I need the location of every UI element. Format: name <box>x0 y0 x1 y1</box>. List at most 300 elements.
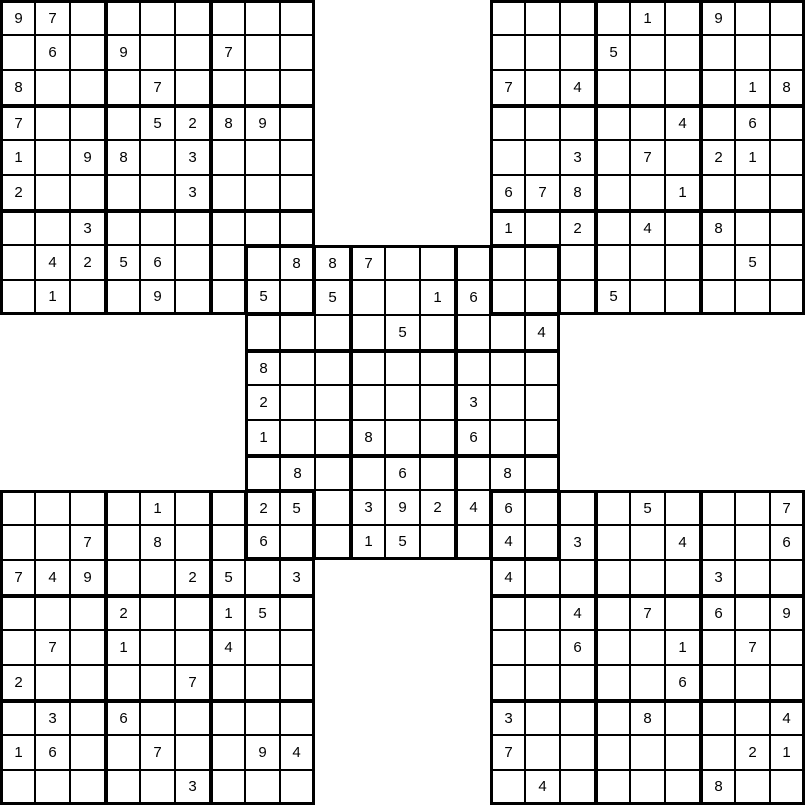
sudoku-cell[interactable] <box>490 595 525 630</box>
sudoku-cell[interactable] <box>35 175 70 210</box>
sudoku-cell[interactable] <box>525 105 560 140</box>
sudoku-cell[interactable] <box>700 630 735 665</box>
sudoku-cell[interactable] <box>525 35 560 70</box>
sudoku-cell[interactable] <box>385 245 420 280</box>
sudoku-cell[interactable] <box>420 280 455 315</box>
sudoku-cell[interactable] <box>245 175 280 210</box>
sudoku-cell[interactable] <box>630 105 665 140</box>
sudoku-cell[interactable] <box>735 280 770 315</box>
sudoku-cell[interactable] <box>70 210 105 245</box>
sudoku-cell[interactable] <box>735 665 770 700</box>
sudoku-cell[interactable] <box>0 210 35 245</box>
sudoku-cell[interactable] <box>140 770 175 805</box>
sudoku-cell[interactable] <box>700 595 735 630</box>
sudoku-cell[interactable] <box>0 245 35 280</box>
sudoku-cell[interactable] <box>245 560 280 595</box>
sudoku-cell[interactable] <box>770 595 805 630</box>
sudoku-cell[interactable] <box>455 490 490 525</box>
sudoku-cell[interactable] <box>490 245 525 280</box>
sudoku-cell[interactable] <box>280 490 315 525</box>
sudoku-cell[interactable] <box>0 175 35 210</box>
sudoku-cell[interactable] <box>245 420 280 455</box>
sudoku-cell[interactable] <box>525 0 560 35</box>
sudoku-cell[interactable] <box>525 490 560 525</box>
sudoku-cell[interactable] <box>490 490 525 525</box>
sudoku-cell[interactable] <box>700 280 735 315</box>
sudoku-cell[interactable] <box>210 280 245 315</box>
sudoku-cell[interactable] <box>245 280 280 315</box>
sudoku-cell[interactable] <box>770 0 805 35</box>
sudoku-cell[interactable] <box>280 700 315 735</box>
sudoku-cell[interactable] <box>700 525 735 560</box>
sudoku-cell[interactable] <box>280 525 315 560</box>
sudoku-cell[interactable] <box>595 105 630 140</box>
sudoku-cell[interactable] <box>280 350 315 385</box>
sudoku-cell[interactable] <box>175 770 210 805</box>
sudoku-cell[interactable] <box>70 175 105 210</box>
sudoku-cell[interactable] <box>455 525 490 560</box>
sudoku-cell[interactable] <box>560 70 595 105</box>
sudoku-cell[interactable] <box>420 245 455 280</box>
sudoku-cell[interactable] <box>175 595 210 630</box>
sudoku-cell[interactable] <box>560 735 595 770</box>
sudoku-cell[interactable] <box>210 525 245 560</box>
sudoku-cell[interactable] <box>175 490 210 525</box>
sudoku-cell[interactable] <box>35 665 70 700</box>
sudoku-cell[interactable] <box>210 0 245 35</box>
sudoku-cell[interactable] <box>0 595 35 630</box>
sudoku-cell[interactable] <box>700 245 735 280</box>
sudoku-cell[interactable] <box>770 105 805 140</box>
sudoku-cell[interactable] <box>525 770 560 805</box>
sudoku-cell[interactable] <box>630 665 665 700</box>
sudoku-cell[interactable] <box>210 140 245 175</box>
sudoku-cell[interactable] <box>175 665 210 700</box>
sudoku-cell[interactable] <box>560 210 595 245</box>
sudoku-cell[interactable] <box>105 35 140 70</box>
sudoku-cell[interactable] <box>770 770 805 805</box>
sudoku-cell[interactable] <box>35 735 70 770</box>
sudoku-cell[interactable] <box>175 280 210 315</box>
sudoku-cell[interactable] <box>105 105 140 140</box>
sudoku-cell[interactable] <box>525 175 560 210</box>
sudoku-cell[interactable] <box>630 35 665 70</box>
sudoku-cell[interactable] <box>770 140 805 175</box>
sudoku-cell[interactable] <box>210 70 245 105</box>
sudoku-cell[interactable] <box>770 700 805 735</box>
sudoku-cell[interactable] <box>350 245 385 280</box>
sudoku-cell[interactable] <box>210 595 245 630</box>
sudoku-cell[interactable] <box>210 175 245 210</box>
sudoku-cell[interactable] <box>525 560 560 595</box>
sudoku-cell[interactable] <box>105 595 140 630</box>
sudoku-cell[interactable] <box>665 210 700 245</box>
sudoku-cell[interactable] <box>280 210 315 245</box>
sudoku-cell[interactable] <box>490 315 525 350</box>
sudoku-cell[interactable] <box>700 665 735 700</box>
sudoku-cell[interactable] <box>665 700 700 735</box>
sudoku-cell[interactable] <box>770 665 805 700</box>
sudoku-cell[interactable] <box>560 140 595 175</box>
sudoku-cell[interactable] <box>560 595 595 630</box>
sudoku-cell[interactable] <box>140 595 175 630</box>
sudoku-cell[interactable] <box>245 210 280 245</box>
sudoku-cell[interactable] <box>245 105 280 140</box>
sudoku-cell[interactable] <box>665 245 700 280</box>
sudoku-cell[interactable] <box>245 0 280 35</box>
sudoku-cell[interactable] <box>595 735 630 770</box>
sudoku-cell[interactable] <box>525 385 560 420</box>
sudoku-cell[interactable] <box>280 770 315 805</box>
sudoku-cell[interactable] <box>770 175 805 210</box>
sudoku-cell[interactable] <box>735 245 770 280</box>
sudoku-cell[interactable] <box>280 560 315 595</box>
sudoku-cell[interactable] <box>490 0 525 35</box>
sudoku-cell[interactable] <box>105 525 140 560</box>
sudoku-cell[interactable] <box>0 560 35 595</box>
sudoku-cell[interactable] <box>595 560 630 595</box>
sudoku-cell[interactable] <box>315 385 350 420</box>
sudoku-cell[interactable] <box>525 210 560 245</box>
sudoku-cell[interactable] <box>245 245 280 280</box>
sudoku-cell[interactable] <box>350 385 385 420</box>
sudoku-cell[interactable] <box>630 525 665 560</box>
sudoku-cell[interactable] <box>105 735 140 770</box>
sudoku-cell[interactable] <box>630 700 665 735</box>
sudoku-cell[interactable] <box>280 280 315 315</box>
sudoku-cell[interactable] <box>735 490 770 525</box>
sudoku-cell[interactable] <box>735 105 770 140</box>
sudoku-cell[interactable] <box>455 385 490 420</box>
sudoku-cell[interactable] <box>420 385 455 420</box>
sudoku-cell[interactable] <box>105 630 140 665</box>
sudoku-cell[interactable] <box>35 210 70 245</box>
sudoku-cell[interactable] <box>315 315 350 350</box>
sudoku-cell[interactable] <box>735 700 770 735</box>
sudoku-cell[interactable] <box>770 210 805 245</box>
sudoku-cell[interactable] <box>210 665 245 700</box>
sudoku-cell[interactable] <box>700 770 735 805</box>
sudoku-cell[interactable] <box>630 175 665 210</box>
sudoku-cell[interactable] <box>70 770 105 805</box>
sudoku-cell[interactable] <box>630 280 665 315</box>
sudoku-cell[interactable] <box>350 315 385 350</box>
sudoku-cell[interactable] <box>175 210 210 245</box>
sudoku-cell[interactable] <box>0 630 35 665</box>
sudoku-cell[interactable] <box>105 490 140 525</box>
sudoku-cell[interactable] <box>245 315 280 350</box>
sudoku-cell[interactable] <box>595 525 630 560</box>
sudoku-cell[interactable] <box>280 0 315 35</box>
sudoku-cell[interactable] <box>35 700 70 735</box>
sudoku-cell[interactable] <box>630 490 665 525</box>
sudoku-cell[interactable] <box>525 700 560 735</box>
sudoku-cell[interactable] <box>525 140 560 175</box>
sudoku-cell[interactable] <box>490 560 525 595</box>
sudoku-cell[interactable] <box>665 140 700 175</box>
sudoku-cell[interactable] <box>525 420 560 455</box>
sudoku-cell[interactable] <box>280 35 315 70</box>
sudoku-cell[interactable] <box>525 245 560 280</box>
sudoku-cell[interactable] <box>770 735 805 770</box>
sudoku-cell[interactable] <box>665 560 700 595</box>
sudoku-cell[interactable] <box>665 665 700 700</box>
sudoku-cell[interactable] <box>70 735 105 770</box>
sudoku-cell[interactable] <box>280 455 315 490</box>
sudoku-cell[interactable] <box>210 770 245 805</box>
sudoku-cell[interactable] <box>595 0 630 35</box>
sudoku-cell[interactable] <box>245 525 280 560</box>
sudoku-cell[interactable] <box>770 35 805 70</box>
sudoku-cell[interactable] <box>70 105 105 140</box>
sudoku-cell[interactable] <box>735 630 770 665</box>
sudoku-cell[interactable] <box>490 70 525 105</box>
sudoku-cell[interactable] <box>70 630 105 665</box>
sudoku-cell[interactable] <box>560 105 595 140</box>
sudoku-cell[interactable] <box>665 490 700 525</box>
sudoku-cell[interactable] <box>315 420 350 455</box>
sudoku-cell[interactable] <box>560 700 595 735</box>
sudoku-cell[interactable] <box>735 140 770 175</box>
sudoku-cell[interactable] <box>315 280 350 315</box>
sudoku-cell[interactable] <box>490 770 525 805</box>
sudoku-cell[interactable] <box>700 490 735 525</box>
sudoku-cell[interactable] <box>245 595 280 630</box>
sudoku-cell[interactable] <box>280 630 315 665</box>
sudoku-cell[interactable] <box>210 105 245 140</box>
sudoku-cell[interactable] <box>140 105 175 140</box>
sudoku-cell[interactable] <box>175 140 210 175</box>
sudoku-cell[interactable] <box>525 280 560 315</box>
sudoku-cell[interactable] <box>245 70 280 105</box>
sudoku-cell[interactable] <box>560 770 595 805</box>
sudoku-cell[interactable] <box>315 245 350 280</box>
sudoku-cell[interactable] <box>350 490 385 525</box>
sudoku-cell[interactable] <box>140 210 175 245</box>
sudoku-cell[interactable] <box>105 140 140 175</box>
sudoku-cell[interactable] <box>630 770 665 805</box>
sudoku-cell[interactable] <box>175 0 210 35</box>
sudoku-cell[interactable] <box>175 35 210 70</box>
sudoku-cell[interactable] <box>70 70 105 105</box>
sudoku-cell[interactable] <box>595 35 630 70</box>
sudoku-cell[interactable] <box>595 70 630 105</box>
sudoku-cell[interactable] <box>665 525 700 560</box>
sudoku-cell[interactable] <box>630 0 665 35</box>
sudoku-cell[interactable] <box>280 105 315 140</box>
sudoku-cell[interactable] <box>490 175 525 210</box>
sudoku-cell[interactable] <box>280 70 315 105</box>
sudoku-cell[interactable] <box>560 525 595 560</box>
sudoku-cell[interactable] <box>525 630 560 665</box>
sudoku-cell[interactable] <box>35 595 70 630</box>
sudoku-cell[interactable] <box>770 630 805 665</box>
sudoku-cell[interactable] <box>700 105 735 140</box>
sudoku-cell[interactable] <box>490 350 525 385</box>
sudoku-cell[interactable] <box>70 280 105 315</box>
sudoku-cell[interactable] <box>105 0 140 35</box>
sudoku-cell[interactable] <box>735 175 770 210</box>
sudoku-cell[interactable] <box>280 665 315 700</box>
sudoku-cell[interactable] <box>245 665 280 700</box>
sudoku-cell[interactable] <box>385 280 420 315</box>
sudoku-cell[interactable] <box>140 140 175 175</box>
sudoku-cell[interactable] <box>560 0 595 35</box>
sudoku-cell[interactable] <box>770 70 805 105</box>
sudoku-cell[interactable] <box>665 35 700 70</box>
sudoku-cell[interactable] <box>0 70 35 105</box>
sudoku-cell[interactable] <box>735 770 770 805</box>
sudoku-cell[interactable] <box>490 665 525 700</box>
sudoku-cell[interactable] <box>700 735 735 770</box>
sudoku-cell[interactable] <box>455 315 490 350</box>
sudoku-cell[interactable] <box>700 35 735 70</box>
sudoku-cell[interactable] <box>140 735 175 770</box>
sudoku-cell[interactable] <box>490 35 525 70</box>
sudoku-cell[interactable] <box>560 560 595 595</box>
sudoku-cell[interactable] <box>630 140 665 175</box>
sudoku-cell[interactable] <box>700 140 735 175</box>
sudoku-cell[interactable] <box>770 560 805 595</box>
sudoku-cell[interactable] <box>175 560 210 595</box>
sudoku-cell[interactable] <box>385 525 420 560</box>
sudoku-cell[interactable] <box>665 770 700 805</box>
sudoku-cell[interactable] <box>245 770 280 805</box>
sudoku-cell[interactable] <box>0 105 35 140</box>
sudoku-cell[interactable] <box>0 490 35 525</box>
sudoku-cell[interactable] <box>35 70 70 105</box>
sudoku-cell[interactable] <box>0 665 35 700</box>
sudoku-cell[interactable] <box>140 525 175 560</box>
sudoku-cell[interactable] <box>525 525 560 560</box>
sudoku-cell[interactable] <box>665 0 700 35</box>
sudoku-cell[interactable] <box>0 280 35 315</box>
sudoku-cell[interactable] <box>560 665 595 700</box>
sudoku-cell[interactable] <box>455 455 490 490</box>
sudoku-cell[interactable] <box>140 490 175 525</box>
sudoku-cell[interactable] <box>490 140 525 175</box>
sudoku-cell[interactable] <box>455 280 490 315</box>
sudoku-cell[interactable] <box>665 630 700 665</box>
sudoku-cell[interactable] <box>280 140 315 175</box>
sudoku-cell[interactable] <box>105 770 140 805</box>
sudoku-cell[interactable] <box>70 665 105 700</box>
sudoku-cell[interactable] <box>595 770 630 805</box>
sudoku-cell[interactable] <box>35 0 70 35</box>
sudoku-cell[interactable] <box>35 770 70 805</box>
sudoku-cell[interactable] <box>175 700 210 735</box>
sudoku-cell[interactable] <box>105 700 140 735</box>
sudoku-cell[interactable] <box>35 140 70 175</box>
sudoku-cell[interactable] <box>595 665 630 700</box>
sudoku-cell[interactable] <box>0 735 35 770</box>
sudoku-cell[interactable] <box>385 385 420 420</box>
sudoku-cell[interactable] <box>735 560 770 595</box>
sudoku-cell[interactable] <box>210 245 245 280</box>
sudoku-cell[interactable] <box>245 490 280 525</box>
sudoku-cell[interactable] <box>245 735 280 770</box>
sudoku-cell[interactable] <box>700 175 735 210</box>
sudoku-cell[interactable] <box>700 0 735 35</box>
sudoku-cell[interactable] <box>280 175 315 210</box>
sudoku-cell[interactable] <box>665 105 700 140</box>
sudoku-cell[interactable] <box>700 210 735 245</box>
sudoku-cell[interactable] <box>630 210 665 245</box>
sudoku-cell[interactable] <box>70 525 105 560</box>
sudoku-cell[interactable] <box>350 455 385 490</box>
sudoku-cell[interactable] <box>0 0 35 35</box>
sudoku-cell[interactable] <box>105 280 140 315</box>
sudoku-cell[interactable] <box>245 350 280 385</box>
sudoku-cell[interactable] <box>630 630 665 665</box>
sudoku-cell[interactable] <box>420 420 455 455</box>
sudoku-cell[interactable] <box>315 350 350 385</box>
sudoku-cell[interactable] <box>630 735 665 770</box>
sudoku-cell[interactable] <box>420 350 455 385</box>
sudoku-cell[interactable] <box>70 595 105 630</box>
sudoku-cell[interactable] <box>35 525 70 560</box>
sudoku-cell[interactable] <box>175 245 210 280</box>
sudoku-cell[interactable] <box>525 665 560 700</box>
sudoku-cell[interactable] <box>490 105 525 140</box>
sudoku-cell[interactable] <box>595 630 630 665</box>
sudoku-cell[interactable] <box>175 735 210 770</box>
sudoku-cell[interactable] <box>770 490 805 525</box>
sudoku-cell[interactable] <box>210 735 245 770</box>
sudoku-cell[interactable] <box>35 280 70 315</box>
sudoku-cell[interactable] <box>210 210 245 245</box>
sudoku-cell[interactable] <box>735 35 770 70</box>
sudoku-cell[interactable] <box>630 245 665 280</box>
sudoku-cell[interactable] <box>105 210 140 245</box>
sudoku-cell[interactable] <box>385 350 420 385</box>
sudoku-cell[interactable] <box>700 70 735 105</box>
sudoku-cell[interactable] <box>0 35 35 70</box>
sudoku-cell[interactable] <box>350 420 385 455</box>
sudoku-cell[interactable] <box>175 70 210 105</box>
sudoku-cell[interactable] <box>490 455 525 490</box>
sudoku-cell[interactable] <box>315 455 350 490</box>
sudoku-cell[interactable] <box>490 385 525 420</box>
sudoku-cell[interactable] <box>105 560 140 595</box>
sudoku-cell[interactable] <box>210 630 245 665</box>
sudoku-cell[interactable] <box>700 700 735 735</box>
sudoku-cell[interactable] <box>70 140 105 175</box>
sudoku-cell[interactable] <box>140 245 175 280</box>
sudoku-cell[interactable] <box>735 525 770 560</box>
sudoku-cell[interactable] <box>105 175 140 210</box>
sudoku-cell[interactable] <box>525 455 560 490</box>
sudoku-cell[interactable] <box>140 630 175 665</box>
sudoku-cell[interactable] <box>245 630 280 665</box>
sudoku-cell[interactable] <box>280 245 315 280</box>
sudoku-cell[interactable] <box>140 70 175 105</box>
sudoku-cell[interactable] <box>350 525 385 560</box>
sudoku-cell[interactable] <box>210 490 245 525</box>
sudoku-cell[interactable] <box>490 420 525 455</box>
sudoku-cell[interactable] <box>35 490 70 525</box>
sudoku-cell[interactable] <box>245 455 280 490</box>
sudoku-cell[interactable] <box>0 140 35 175</box>
sudoku-cell[interactable] <box>35 245 70 280</box>
sudoku-cell[interactable] <box>385 315 420 350</box>
sudoku-cell[interactable] <box>490 280 525 315</box>
sudoku-cell[interactable] <box>210 700 245 735</box>
sudoku-cell[interactable] <box>490 735 525 770</box>
sudoku-cell[interactable] <box>210 35 245 70</box>
sudoku-cell[interactable] <box>525 595 560 630</box>
sudoku-cell[interactable] <box>105 70 140 105</box>
